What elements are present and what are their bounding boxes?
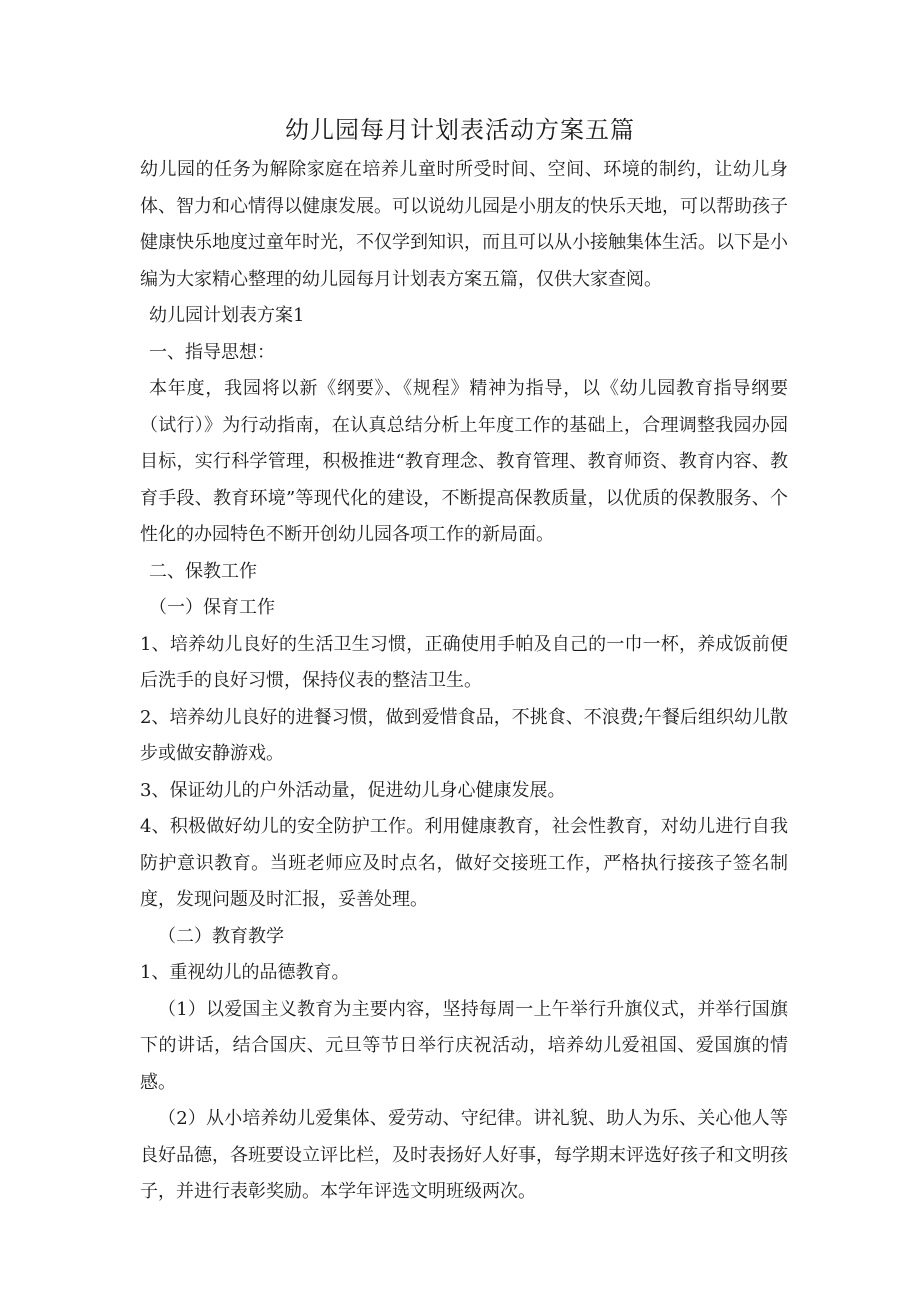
heading-childcare-work: （一）保育工作: [149, 597, 275, 618]
list-item-hygiene-habits: 1、培养幼儿良好的生活卫生习惯，正确使用手帕及自己的一巾一杯，养成饭前便后洗手的良好习惯，保持仪表的整洁卫生。: [140, 633, 788, 691]
intro-paragraph: 幼儿园的任务为解除家庭在培养儿童时所受时间、空间、环境的制约，让幼儿身体、智力和心情得以健康发展。可以说幼儿园是小朋友的快乐天地，可以帮助孩子健康快乐地度过童年时光，不仅学到知识，而且可以从小接触集体生活。以下是小编为大家精心整理的幼儿园每月计划表方案五篇，仅供大家查阅。: [140, 159, 788, 290]
sub-item-collective-spirit: （2）从小培养幼儿爱集体、爱劳动、守纪律。讲礼貌、助人为乐、关心他人等良好品德，各班要设立评比栏，及时表扬好人好事，每学期末评选好孩子和文明孩子，并进行表彰奖励。本学年评选文明班级两次。: [140, 1108, 788, 1202]
document-title: 幼儿园每月计划表活动方案五篇: [285, 116, 635, 144]
heading-care-education-work: 二、保教工作: [149, 560, 257, 582]
list-item-safety-protection: 4、积极做好幼儿的安全防护工作。利用健康教育，社会性教育，对幼儿进行自我防护意识教育。当班老师应及时点名，做好交接班工作，严格执行接孩子签名制度，发现问题及时汇报，妥善处理。: [140, 816, 788, 910]
list-item-moral-education: 1、重视幼儿的品德教育。: [140, 962, 350, 983]
paragraph-guiding-thought: 本年度，我园将以新《纲要》、《规程》精神为指导，以《幼儿园教育指导纲要（试行）》为行动指南，在认真总结分析上年度工作的基础上，合理调整我园办园目标，实行科学管理，积极推进“教育理念、教育管理、教育师资、教育内容、教育手段、教育环境”等现代化的建设，不断提高保教质量，以优质的保教服务、个性化的办园特色不断开创幼儿园各项工作的新局面。: [140, 378, 788, 545]
heading-education-teaching: （二）教育教学: [158, 925, 284, 947]
section-heading-plan-1: 幼儿园计划表方案1: [149, 305, 305, 326]
heading-guiding-thought: 一、指导思想：: [149, 341, 275, 363]
document-body: [140, 152, 788, 1211]
sub-item-patriotic-education: （1）以爱国主义教育为主要内容，坚持每周一上午举行升旗仪式，并举行国旗下的讲话，结合国庆、元旦等节日举行庆祝活动，培养幼儿爱祖国、爱国旗的情感。: [140, 998, 788, 1093]
list-item-eating-habits: 2、培养幼儿良好的进餐习惯，做到爱惜食品，不挑食、不浪费;午餐后组织幼儿散步或做安静游戏。: [140, 706, 788, 764]
list-item-outdoor-activity: 3、保证幼儿的户外活动量，促进幼儿身心健康发展。: [140, 779, 566, 801]
